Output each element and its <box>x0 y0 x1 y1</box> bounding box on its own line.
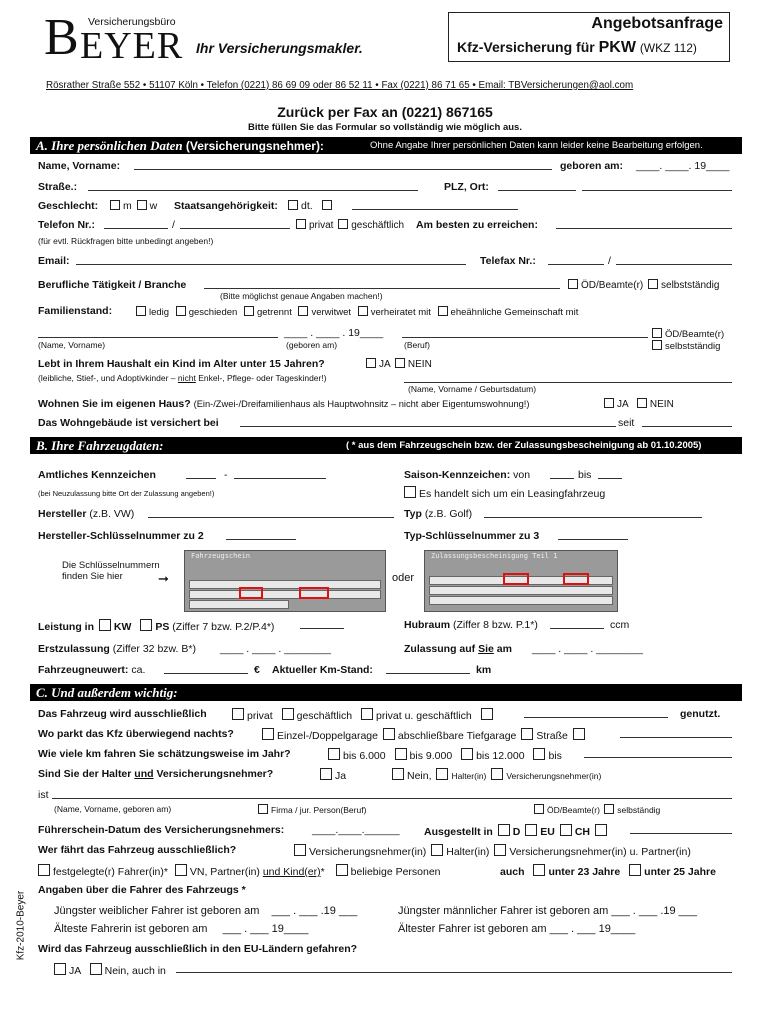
km-other-field[interactable] <box>584 748 732 758</box>
label-insured: Das Wohngebäude ist versichert bei <box>38 417 219 429</box>
saison-bis-label: bis <box>578 469 592 481</box>
label-family: Familienstand: <box>38 305 113 317</box>
section-a-header <box>30 137 742 154</box>
age-25-checkbox[interactable] <box>629 864 641 876</box>
plz-field[interactable] <box>498 181 576 191</box>
born-field[interactable]: ____. ____. 19____ <box>636 160 730 172</box>
fax-prefix-field[interactable] <box>548 255 604 265</box>
logo-small-text: Versicherungsbüro <box>88 16 176 28</box>
halter-options: Ja <box>318 768 346 782</box>
spouse-job-type: ÖD/Beamte(r) selbstständig <box>650 328 724 352</box>
nationality-other-field[interactable] <box>352 200 518 210</box>
zulassung-sie-row: Zulassung auf Sie am <box>404 643 512 655</box>
own-house-options: JA NEIN <box>602 398 674 410</box>
eu-ja-checkbox[interactable] <box>54 963 66 975</box>
street-field[interactable] <box>88 181 418 191</box>
title-main: Angebotsanfrage <box>591 15 723 32</box>
ist-job-options: ÖD/Beamte(r) selbständig <box>532 804 660 815</box>
oder-label: oder <box>392 572 415 584</box>
km-unit: km <box>476 664 492 676</box>
zulassung-sie-field[interactable]: ____ . ____ . ________ <box>532 643 643 655</box>
who-beliebig-checkbox[interactable] <box>336 864 348 876</box>
who-options-2: festgelegte(r) Fahrer(in)* VN, Partner(in) und Kind(er)* beliebige Personen <box>36 864 441 878</box>
nationality-dt-checkbox[interactable] <box>288 200 298 210</box>
leasing-row: Es handelt sich um ein Leasingfahrzeug <box>404 486 605 500</box>
child-options: JA NEIN <box>364 358 432 370</box>
caption-name: (Name, Vorname) <box>38 340 106 350</box>
spouse-job-field[interactable] <box>402 328 648 338</box>
phone-business-checkbox[interactable] <box>338 219 348 229</box>
label-fs-date: Führerschein-Datum des Versicherungsnehmers: <box>38 824 285 836</box>
saison-von-field[interactable] <box>550 469 574 479</box>
section-a-note: Ohne Angabe Ihrer persönlichen Daten kann leider keine Bearbeitung erfolgen. <box>370 140 703 151</box>
park-options: Einzel-/Doppelgarage abschließbare Tiefgarage Straße <box>260 728 588 742</box>
leistung-ps-checkbox[interactable] <box>140 619 152 631</box>
gender-w-checkbox[interactable] <box>137 200 147 210</box>
label-fax: Telefax Nr.: <box>480 255 536 267</box>
km-9000-checkbox[interactable] <box>395 748 407 760</box>
logo <box>44 10 204 72</box>
who-vn-partner-checkbox[interactable] <box>494 844 506 856</box>
km-12000-checkbox[interactable] <box>461 748 473 760</box>
spouse-born-field[interactable]: ____ . ____ . 19____ <box>284 327 384 339</box>
age-23-checkbox[interactable] <box>533 864 545 876</box>
old-male-field[interactable]: ___ . ___ 19____ <box>549 923 636 935</box>
spouse-name-field[interactable] <box>38 328 278 338</box>
erstzulassung-row: Erstzulassung (Ziffer 32 bzw. B*) <box>38 643 196 655</box>
fahrzeugschein-image: Fahrzeugschein <box>184 550 386 612</box>
issued-ch-checkbox[interactable] <box>560 824 572 836</box>
eu-other-field[interactable] <box>176 963 732 973</box>
who-halter-checkbox[interactable] <box>431 844 443 856</box>
leasing-checkbox[interactable] <box>404 486 416 498</box>
use-other-checkbox[interactable] <box>481 708 493 720</box>
firma-option: Firma / jur. Person(Beruf) <box>256 804 366 815</box>
halter-nein-options: Nein, Halter(in) Versicherungsnehmer(in) <box>390 768 601 782</box>
section-b-note: ( * aus dem Fahrzeugschein bzw. der Zulassungsbescheinigung ab 01.10.2005) <box>346 440 702 451</box>
km-other-checkbox[interactable] <box>533 748 545 760</box>
nationality-other-checkbox[interactable] <box>322 200 332 210</box>
issued-d-checkbox[interactable] <box>498 824 510 836</box>
title-sub: Kfz-Versicherung für PKW (WKZ 112) <box>457 39 697 56</box>
label-job: Berufliche Tätigkeit / Branche <box>38 279 187 291</box>
kennzeichen-ort-field[interactable] <box>186 469 216 479</box>
halter-nein-checkbox[interactable] <box>392 768 404 780</box>
label-name: Name, Vorname: <box>38 160 121 172</box>
typ-row: Typ (z.B. Golf) <box>404 508 473 520</box>
family-ehe-checkbox[interactable] <box>438 306 448 316</box>
name-field[interactable] <box>134 160 552 170</box>
label-ist: ist <box>38 789 49 801</box>
side-label: Kfz-2010-Beyer <box>15 890 27 961</box>
eu-nein-checkbox[interactable] <box>90 963 102 975</box>
label-km-year: Wie viele km fahren Sie schätzungsweise im Jahr? <box>38 748 291 760</box>
label-child: Lebt in Ihrem Haushalt ein Kind im Alter unter 15 Jahren? <box>38 358 325 370</box>
ist-selbst-checkbox[interactable] <box>604 804 614 814</box>
kennzeichen-nr-field[interactable] <box>234 469 326 479</box>
phone-type-options: privat geschäftlich <box>294 219 404 231</box>
phone-slash: / <box>172 219 175 231</box>
use-both-checkbox[interactable] <box>361 708 373 720</box>
title-box <box>448 12 730 62</box>
fax-slash: / <box>608 255 611 267</box>
spouse-od-checkbox[interactable] <box>652 328 662 338</box>
leistung-row: Leistung in KW PS (Ziffer 7 bzw. P.2/P.4*) <box>38 621 275 633</box>
park-other-field[interactable] <box>620 728 732 738</box>
who-fest-checkbox[interactable] <box>38 864 50 876</box>
halter-ja-checkbox[interactable] <box>320 768 332 780</box>
euro-label: € <box>254 664 260 676</box>
arrow-icon: ➞ <box>158 571 169 586</box>
eu-options: JA Nein, auch in <box>52 963 166 977</box>
label-email: Email: <box>38 255 70 267</box>
halter-vn-checkbox[interactable] <box>491 768 503 780</box>
young-female: Jüngster weiblicher Fahrer ist geboren am ___ . ___ .19 ___ <box>54 905 358 917</box>
hubraum-row: Hubraum (Ziffer 8 bzw. P.1*) <box>404 619 538 631</box>
job-hint: (Bitte möglichst genaue Angaben machen!) <box>220 291 383 301</box>
family-options: ledig geschieden getrennt verwitwet verheiratet mit eheähnliche Gemeinschaft mit <box>134 306 578 318</box>
hersteller-field[interactable] <box>148 508 394 518</box>
leistung-field[interactable] <box>300 619 344 629</box>
issued-row: Ausgestellt in D EU CH <box>424 824 610 838</box>
own-ja-checkbox[interactable] <box>604 398 614 408</box>
label-use: Das Fahrzeug wird ausschließlich <box>38 708 207 720</box>
use-options: privat geschäftlich privat u. geschäftlich <box>230 708 496 722</box>
ccm-label: ccm <box>610 619 630 631</box>
old-male: Ältester Fahrer ist geboren am ___ . ___ 19____ <box>398 923 636 935</box>
label-eu: Wird das Fahrzeug ausschließlich in den EU-Ländern gefahren? <box>38 943 358 955</box>
km-6000-checkbox[interactable] <box>328 748 340 760</box>
phone-prefix-field[interactable] <box>104 219 168 229</box>
issued-eu-checkbox[interactable] <box>525 824 537 836</box>
use-other-field[interactable] <box>524 708 668 718</box>
hubraum-field[interactable] <box>550 619 604 629</box>
child-hint: (leibliche, Stief-, und Adoptivkinder – nicht Enkel-, Pflege- oder Tageskinder!) <box>38 373 327 383</box>
caption-job: (Beruf) <box>404 340 430 350</box>
age-options: auch unter 23 Jahre unter 25 Jahre <box>500 866 716 878</box>
job-field[interactable] <box>204 279 560 289</box>
who-vn-checkbox[interactable] <box>294 844 306 856</box>
young-female-field[interactable]: ___ . ___ .19 ___ <box>271 905 358 917</box>
issued-other-checkbox[interactable] <box>595 824 607 836</box>
section-b-header <box>30 437 742 454</box>
label-halter: Sind Sie der Halter und Versicherungsnehmer? <box>38 768 274 780</box>
label-who: Wer fährt das Fahrzeug ausschließlich? <box>38 844 237 856</box>
label-tsn: Typ-Schlüsselnummer zu 3 <box>404 530 540 542</box>
hsn-field[interactable] <box>226 530 296 540</box>
family-verwitwet-checkbox[interactable] <box>298 306 308 316</box>
child-caption: (Name, Vorname / Geburtsdatum) <box>408 384 537 394</box>
km-field[interactable] <box>386 664 470 674</box>
address-line: Rösrather Straße 552 • 51107 Köln • Telefon (0221) 86 69 09 oder 86 52 11 • Fax (0221) 86 71 65 • Email: TBVersicherungen@aol.com <box>46 80 634 91</box>
who-family-checkbox[interactable] <box>175 864 187 876</box>
fax-number-field[interactable] <box>616 255 732 265</box>
who-options: Versicherungsnehmer(in) Halter(in) Versicherungsnehmer(in) u. Partner(in) <box>292 844 691 858</box>
label-plz: PLZ, Ort: <box>444 181 489 193</box>
use-business-checkbox[interactable] <box>282 708 294 720</box>
label-nationality: Staatsangehörigkeit: <box>174 200 278 212</box>
neuzulassung-hint: (bei Neuzulassung bitte Ort der Zulassung angeben!) <box>38 489 215 498</box>
park-tiefgarage-checkbox[interactable] <box>383 728 395 740</box>
km-year-options: bis 6.000 bis 9.000 bis 12.000 bis <box>326 748 562 762</box>
leistung-kw-checkbox[interactable] <box>99 619 111 631</box>
firma-checkbox[interactable] <box>258 804 268 814</box>
label-phone: Telefon Nr.: <box>38 219 95 231</box>
section-a-title: A. Ihre persönlichen Daten (Versicherungsnehmer): <box>36 138 324 153</box>
young-male-field[interactable]: ___ . ___ .19 ___ <box>611 905 698 917</box>
child-ja-checkbox[interactable] <box>366 358 376 368</box>
label-kennzeichen: Amtliches Kennzeichen <box>38 469 156 481</box>
gender-options: m w <box>108 200 157 212</box>
job-od-checkbox[interactable] <box>568 279 578 289</box>
old-female-field[interactable]: ___ . ___ 19____ <box>222 923 309 935</box>
use-privat-checkbox[interactable] <box>232 708 244 720</box>
label-seit: seit <box>618 417 635 429</box>
kennzeichen-dash: - <box>224 469 228 481</box>
ist-field[interactable] <box>52 789 732 799</box>
slogan: Ihr Versicherungsmakler. <box>196 40 363 56</box>
own-house-row: Wohnen Sie im eigenen Haus? (Ein-/Zwei-/Dreifamilienhaus als Hauptwohnsitz – nicht aber Eigentumswohnung!) <box>38 398 530 410</box>
halter-halterin-checkbox[interactable] <box>436 768 448 780</box>
label-street: Straße.: <box>38 181 78 193</box>
label-reach: Am besten zu erreichen: <box>416 219 538 231</box>
fax-subtitle: Bitte füllen Sie das Formular so vollständig wie möglich aus. <box>248 122 522 133</box>
old-female: Älteste Fahrerin ist geboren am ___ . ___ 19____ <box>54 923 309 935</box>
ist-od-checkbox[interactable] <box>534 804 544 814</box>
section-c-header <box>30 684 742 701</box>
family-verheiratet-checkbox[interactable] <box>358 306 368 316</box>
caption-born: (geboren am) <box>286 340 338 350</box>
gender-m-checkbox[interactable] <box>110 200 120 210</box>
erstzulassung-field[interactable]: ____ . ____ . ________ <box>220 643 331 655</box>
typ-field[interactable] <box>484 508 702 518</box>
own-nein-checkbox[interactable] <box>637 398 647 408</box>
family-geschieden-checkbox[interactable] <box>176 306 186 316</box>
label-drivers: Angaben über die Fahrer des Fahrzeugs * <box>38 884 246 896</box>
section-c-title: C. Und außerdem wichtig: <box>36 685 178 700</box>
phone-number-field[interactable] <box>180 219 290 229</box>
phone-private-checkbox[interactable] <box>296 219 306 229</box>
insured-field[interactable] <box>240 417 616 427</box>
fax-title: Zurück per Fax an (0221) 867165 <box>277 104 493 120</box>
child-nein-checkbox[interactable] <box>395 358 405 368</box>
label-gender: Geschlecht: <box>38 200 99 212</box>
young-male: Jüngster männlicher Fahrer ist geboren am ___ . ___ .19 ___ <box>398 905 698 917</box>
neuwert-row: Fahrzeugneuwert: ca. <box>38 664 146 676</box>
tsn-field[interactable] <box>558 530 628 540</box>
family-getrennt-checkbox[interactable] <box>244 306 254 316</box>
ort-field[interactable] <box>582 181 732 191</box>
issued-other-field[interactable] <box>630 824 732 834</box>
neuwert-field[interactable] <box>164 664 248 674</box>
zulassung-image: Zulassungsbescheinigung Teil 1 <box>424 550 618 612</box>
label-park: Wo parkt das Kfz überwiegend nachts? <box>38 728 234 740</box>
park-strasse-checkbox[interactable] <box>521 728 533 740</box>
email-field[interactable] <box>76 255 466 265</box>
seit-field[interactable] <box>642 417 732 427</box>
label-km: Aktueller Km-Stand: <box>272 664 373 676</box>
logo-letter-b: B <box>44 9 79 66</box>
keynumber-hint: Die Schlüsselnummern finden Sie hier <box>62 560 160 582</box>
child-field[interactable] <box>404 373 732 383</box>
park-garage-checkbox[interactable] <box>262 728 274 740</box>
family-ledig-checkbox[interactable] <box>136 306 146 316</box>
reach-field[interactable] <box>556 219 732 229</box>
label-born: geboren am: <box>560 160 624 172</box>
phone-hint: (für evtl. Rückfragen bitte unbedingt angeben!) <box>38 236 214 246</box>
spouse-selbst-checkbox[interactable] <box>652 340 662 350</box>
job-type-options: ÖD/Beamte(r) selbstständig <box>566 279 719 291</box>
ist-caption: (Name, Vorname, geboren am) <box>54 804 172 814</box>
label-hsn: Hersteller-Schlüsselnummer zu 2 <box>38 530 204 542</box>
genutzt-label: genutzt. <box>680 708 721 720</box>
logo-name: EYER <box>80 25 184 67</box>
nationality-options: dt. <box>286 200 335 212</box>
hersteller-row: Hersteller (z.B. VW) <box>38 508 135 520</box>
section-b-title: B. Ihre Fahrzeugdaten: <box>36 438 164 453</box>
saison-row: Saison-Kennzeichen: von <box>404 469 531 481</box>
park-other-checkbox[interactable] <box>573 728 585 740</box>
job-selbst-checkbox[interactable] <box>648 279 658 289</box>
saison-bis-field[interactable] <box>598 469 622 479</box>
fs-date-field[interactable]: ____.____.______ <box>312 824 400 836</box>
